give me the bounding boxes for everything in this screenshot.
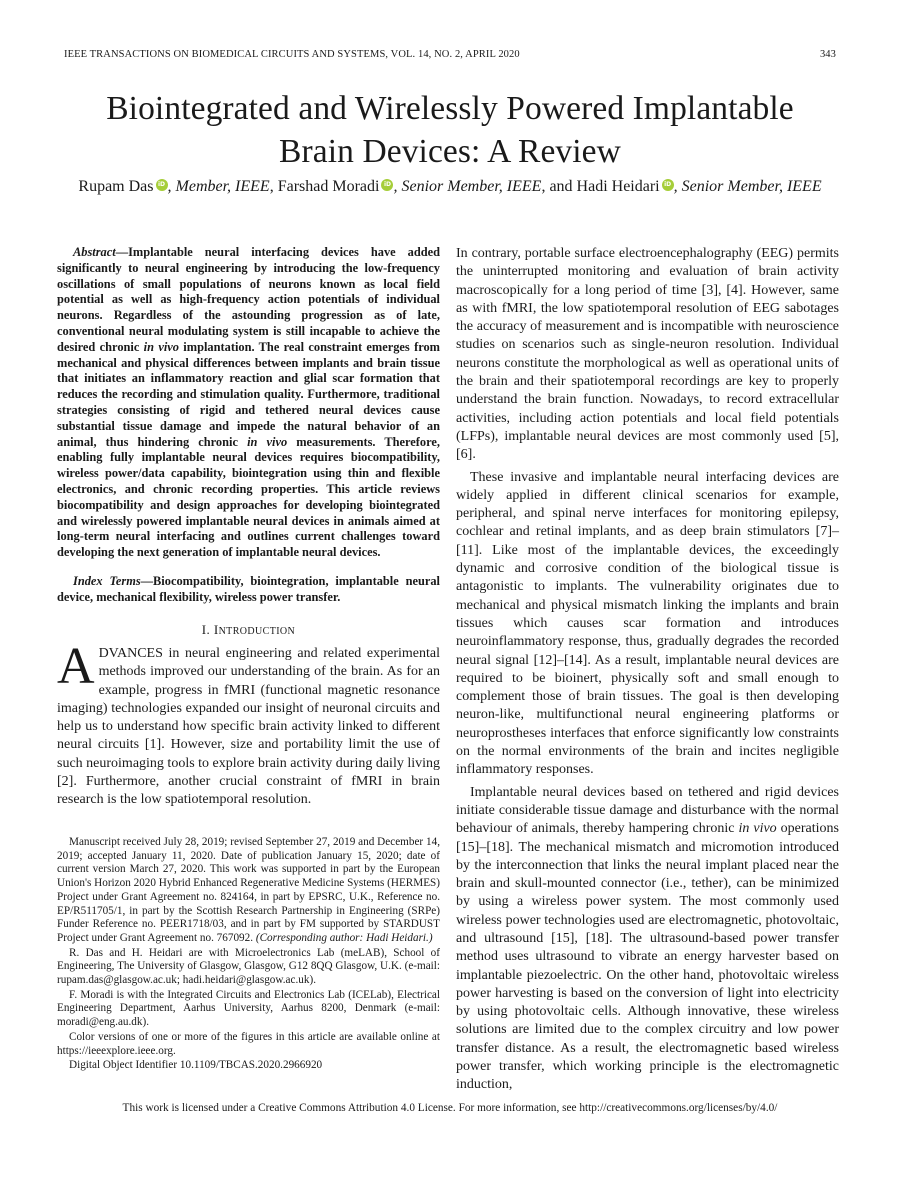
index-terms-text: —Biocompatibility, biointegration, implantable neural device, mechanical flexibility, wireless power transfer.	[57, 574, 440, 604]
index-terms-label: Index Terms	[73, 574, 141, 588]
footnotes	[57, 836, 440, 1074]
drop-cap: A	[57, 638, 95, 695]
author-name-3: , and Hadi Heidari	[541, 178, 660, 195]
orcid-icon[interactable]: iD	[156, 179, 168, 191]
index-terms	[57, 574, 440, 606]
footnote-affiliation-1: R. Das and H. Heidari are with Microelectronics Lab (meLAB), School of Engineering, The University of Glasgow, Glasgow, G12 8QQ Glasgow, U.K. (e-mail: rupam.das@glasgow.ac.uk; hadi.heidari@glasgow.ac.uk).	[57, 946, 440, 987]
introduction-text: DVANCES in neural engineering and related experimental methods improved our understanding of the brain. As for an example, progress in fMRI (functional magnetic resonance imaging) technologies expanded our insight of neuronal circuits and help us to understand how specific brain activity linked to different neural circuits [1]. However, size and portability limit the use of such neuroimaging tools to explore brain activity during daily living [2]. Furthermore, another crucial constraint of fMRI in brain research is the low spatiotemporal resolution.	[57, 646, 440, 808]
abstract-in-vivo-1: in vivo	[143, 339, 179, 354]
footnote-manuscript	[57, 836, 440, 946]
right-column-body	[456, 245, 839, 1099]
author-name-1: Rupam Das	[78, 178, 154, 195]
body-paragraph-3-text-a: Implantable neural devices based on tethered and rigid devices initiate considerable tissue damage and disturbance with the normal behaviour of animals, thereby hampering chronic	[456, 784, 839, 837]
abstract	[57, 245, 440, 561]
author-role-3: , Senior Member, IEEE	[673, 178, 822, 195]
footnote-color: Color versions of one or more of the figures in this article are available online at https://ieeexplore.ieee.org.	[57, 1030, 440, 1057]
paper-title	[40, 87, 860, 173]
author-role-2: , Senior Member, IEEE	[393, 178, 542, 195]
section-title: NTRODUCTION	[218, 626, 296, 637]
orcid-icon[interactable]: iD	[662, 179, 674, 191]
orcid-icon[interactable]: iD	[381, 179, 393, 191]
footnote-affiliation-2: F. Moradi is with the Integrated Circuits and Electronics Lab (ICELab), Electrical Engineering Department, Aarhus University, Aarhus 8200, Denmark (e-mail: moradi@eng.au.dk).	[57, 988, 440, 1029]
page-number: 343	[819, 49, 836, 60]
abstract-text-3: measurements. Therefore, enabling fully implantable neural devices requires biocompatibility, wireless power/data capability, biointegration using thin and flexible electronics, and chronic recording properties. This article reviews biocompatibility and design approaches for developing biointegrated and wirelessly powered implantable neural devices in animals aimed at long-term neural interfacing and outlines current challenges toward developing the next generation of implantable neural devices.	[57, 434, 441, 560]
body-paragraph-3-in-vivo: in vivo	[738, 821, 777, 837]
author-list	[40, 178, 860, 196]
body-paragraph-3	[456, 784, 839, 1095]
title-line-1: Biointegrated and Wirelessly Powered Implantable	[106, 90, 794, 127]
running-header	[64, 49, 836, 65]
abstract-label: Abstract	[73, 245, 116, 259]
license-notice: This work is licensed under a Creative Commons Attribution 4.0 License. For more information, see http://creativecommons.org/licenses/by/4.0/	[122, 1102, 778, 1114]
journal-name: IEEE TRANSACTIONS ON BIOMEDICAL CIRCUITS AND SYSTEMS, VOL. 14, NO. 2, APRIL 2020	[64, 49, 520, 60]
footnote-manuscript-text: Manuscript received July 28, 2019; revised September 27, 2019 and December 14, 2019; accepted January 11, 2020. Date of publication January 15, 2020; date of current version March 27, 2020. This work was supported in part by the European Union's Horizon 2020 Hybrid Enhanced Regenerative Medicine Systems (HERMES) Project under Grant Agreement no. 824164, in part by EPSRC, U.K., Reference no. EP/R511705/1, in part by the Scottish Research Partnership in Engineering (SRPe) Funder Reference no. PEER1718/03, and in part by FM supported by STARDUST Project under Grant Agreement no. 767092.	[57, 836, 440, 944]
abstract-text-1: —Implantable neural interfacing devices have added significantly to neural engineering by introducing the low-frequency oscillations of small populations of neurons known as local field potential as well as high-frequency action potentials of individual neurons. Regardless of the astounding progression as of late, conventional neural modulating system is still incapable to achieve the desired chronic	[57, 245, 440, 354]
abstract-in-vivo-2: in vivo	[247, 434, 288, 449]
section-heading-introduction	[57, 622, 440, 638]
section-number: I. I	[201, 622, 219, 637]
body-paragraph-3-text-b: operations [15]–[18]. The mechanical mismatch and micromotion introduced by the interconnection that links the neural implant placed near the brain and skull-mounted connector (i.e., tether), can be minimized by using a wireless power system. The most commonly used wireless power technologies used are electromagnetic, photovoltaic, and ultrasound [15], [18]. The ultrasound-based power transfer method uses ultrasound to vibrate an energy harvester based on implantable piezoelectric. On the other hand, photovoltaic wireless power harvesting is based on the conversion of light into electricity by using photovoltaic cells. Although innovative, these wireless solutions are limited due to the complex circuitry and low power transfer distance. As a result, the electromagnetic based wireless power transfer, which working principle is the electromagnetic induction,	[456, 821, 839, 1093]
introduction-paragraph	[57, 638, 440, 810]
abstract-text-2: implantation. The real constraint emerges from mechanical and physical differences between implants and brain tissue that initiates an inflammatory reaction and glial scar formation that reduces the recording and stimulation quality. Furthermore, traditional strategies consisting of rigid and tethered neural devices cause substantial tissue damage and impede the natural behavior of an animal, thus hindering chronic	[57, 339, 440, 449]
body-paragraph-2: These invasive and implantable neural interfacing devices are widely applied in different clinical scenarios for example, peripheral, and spinal nerve interfaces for monitoring epilepsy, cochlear and retinal implants, and as deep brain stimulators [7]–[11]. Like most of the implantable devices, the exceedingly dynamic and corrosive condition of the biological tissue is antagonistic to implants. The vulnerability originates due to mechanical and physical mismatch linking the implants and brain tissues which causes scar formation and introduces neuroinflammatory response, thus, gradually degrades the recorded neural signal [12]–[14]. As a result, implantable neural devices are required to be bioinert, physically soft and small enough to complement those of brain tissues. The goal is then developing neuron-like, multifunctional neural engineering platforms or neuroprostheses interfaces that enforce significantly low constraints on the normal environments of the brain and incites negligible inflammatory responses.	[456, 469, 839, 778]
corresponding-author: (Corresponding author: Hadi Heidari.)	[255, 931, 433, 944]
footnote-doi: Digital Object Identifier 10.1109/TBCAS.2020.2966920	[69, 1059, 323, 1072]
title-line-2: Brain Devices: A Review	[279, 133, 621, 170]
author-name-2: , Farshad Moradi	[269, 178, 380, 195]
author-role-1: , Member, IEEE	[167, 178, 270, 195]
body-paragraph-1: In contrary, portable surface electroencephalography (EEG) permits the uninterrupted monitoring and evaluation of brain activity macroscopically for a long period of time [3], [4]. However, same as with fMRI, the low spatiotemporal resolution of EEG sabotages the accuracy of measurement and is incompatible with neuroscience studies on scenarios such as single-neuron resolution. Individual neurons constitute the morphological as well as operational units of the brain and their spatiotemporal recordings are key to properly understand the brain function. Nowadays, to record extracellular activities, including action potentials and local field potentials (LFPs), implantable neural devices are most commonly used [5], [6].	[456, 246, 839, 463]
